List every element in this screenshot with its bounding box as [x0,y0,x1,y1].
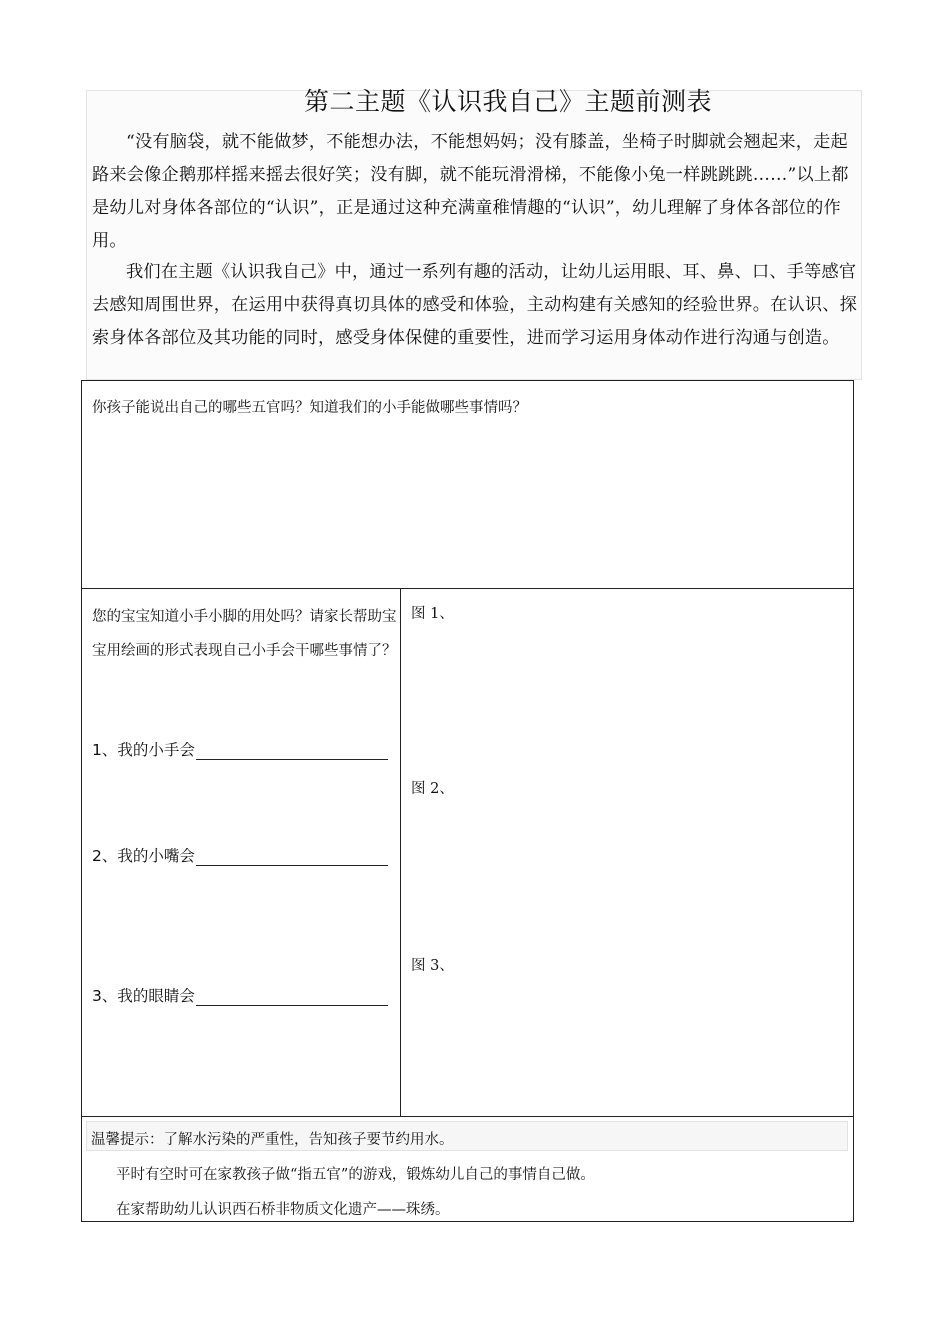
table-column-divider [400,588,401,1116]
answer-blank-mouth[interactable] [196,847,388,866]
survey-table [81,380,854,1222]
tip-heritage: 在家帮助幼儿认识西石桥非物质文化遗产——珠绣。 [116,1202,450,1218]
answer-blank-eyes[interactable] [196,987,388,1006]
tip-water: 温馨提示：了解水污染的严重性，告知孩子要节约用水。 [91,1132,454,1148]
answer-label-eyes: 3、我的眼睛会 [92,987,195,1005]
answer-label-mouth: 2、我的小嘴会 [92,847,195,865]
question-2: 您的宝宝知道小手小脚的用处吗？请家长帮助宝宝用绘画的形式表现自己小手会干哪些事情了？ [92,609,397,659]
answer-row-hand [92,738,388,760]
intro-paragraph-2: 我们在主题《认识我自己》中，通过一系列有趣的活动，让幼儿运用眼、耳、鼻、口、手等感官去感知周围世界，在运用中获得真切具体的感受和体验，主动构建有关感知的经验世界。在认识、探索身体各部位及其功能的同时，感受身体保健的重要性，进而学习运用身体动作进行沟通与创造。 [92,262,858,348]
figure-label-3: 图 3、 [411,958,454,974]
answer-label-hand: 1、我的小手会 [92,741,195,759]
figure-label-2: 图 2、 [411,781,454,797]
answer-row-eyes [92,984,388,1006]
page-title: 第二主题《认识我自己》主题前测表 [303,87,712,116]
intro-paragraph-1: “没有脑袋，就不能做梦，不能想办法，不能想妈妈；没有膝盖，坐椅子时脚就会翘起来，走起路来会像企鹅那样摇来摇去很好笑；没有脚，就不能玩滑滑梯，不能像小兔一样跳跳跳……”以上都是幼儿对身体各部位的“认识”，正是通过这种充满童稚情趣的“认识”，幼儿理解了身体各部位的作用。 [92,132,849,251]
tip-game: 平时有空时可在家教孩子做“指五官”的游戏，锻炼幼儿自己的事情自己做。 [116,1167,595,1183]
answer-row-mouth [92,844,388,866]
question-1: 你孩子能说出自己的哪些五官吗？知道我们的小手能做哪些事情吗？ [92,400,527,416]
table-row-divider-2 [81,1116,854,1117]
figure-label-1: 图 1、 [411,606,454,622]
answer-blank-hand[interactable] [196,741,388,760]
table-row-divider-1 [81,588,854,589]
